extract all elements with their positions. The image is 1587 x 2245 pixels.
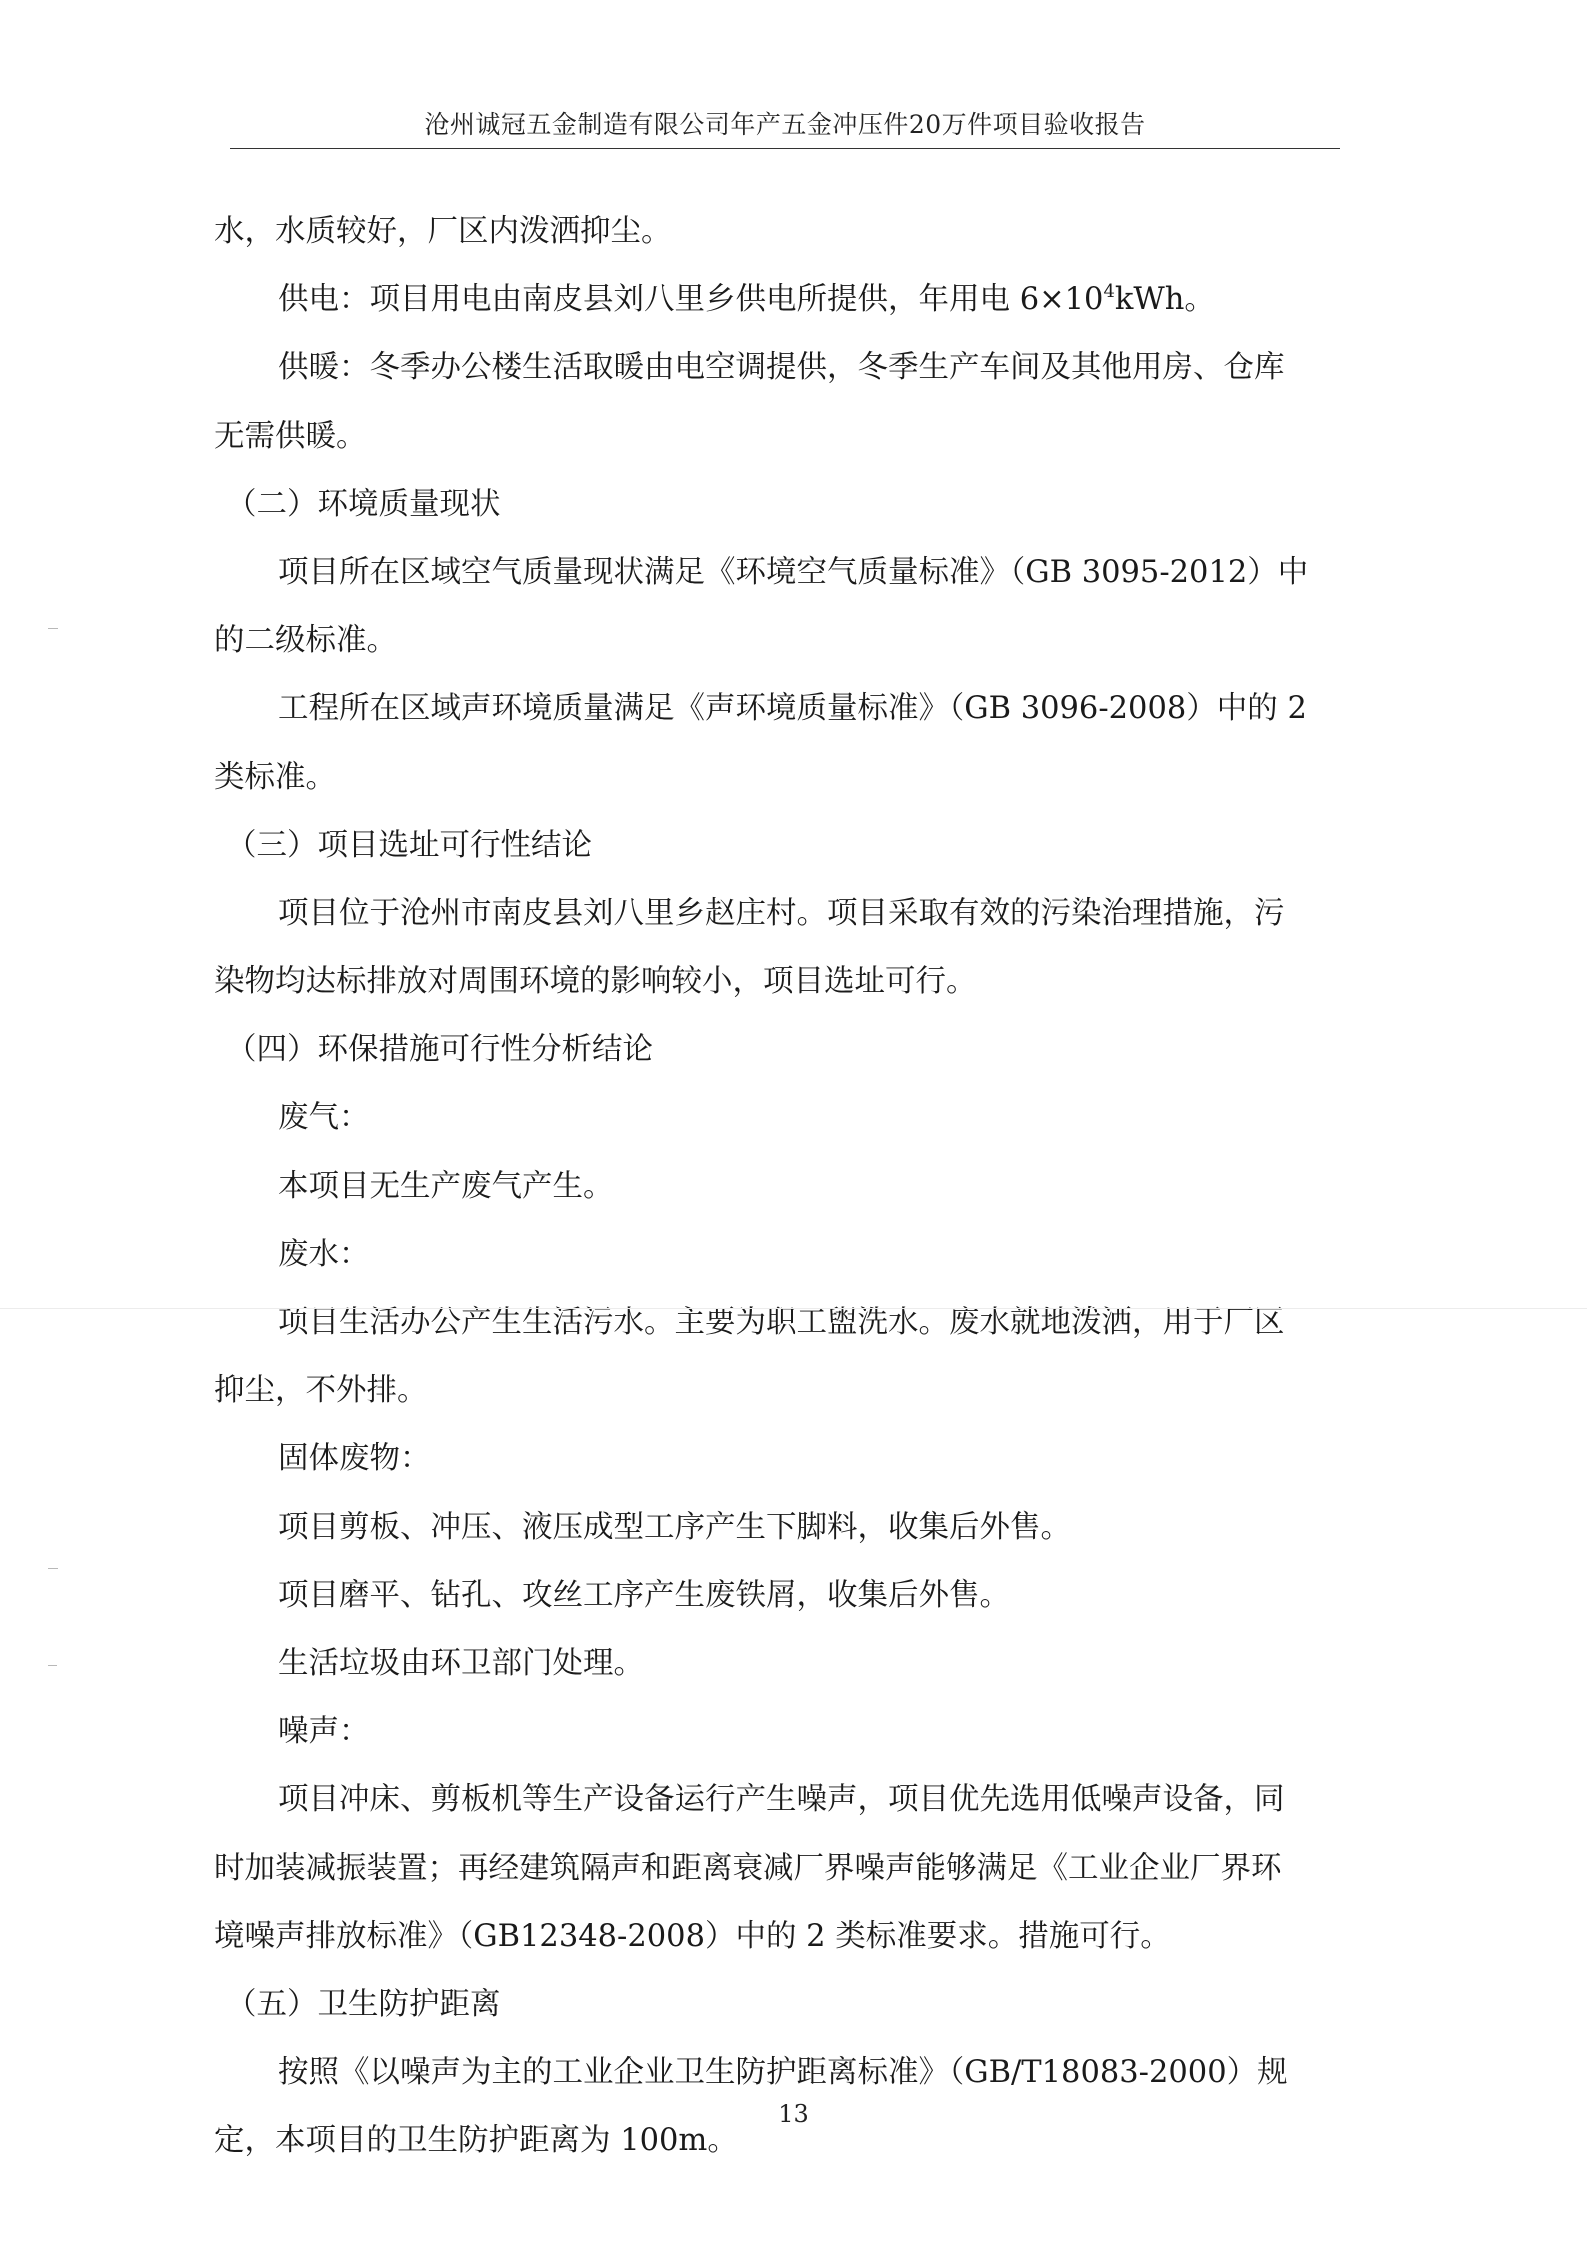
paragraph-line: 时加装减振装置；再经建筑隔声和距离衰减厂界噪声能够满足《工业企业厂界环: [214, 1850, 1282, 1886]
paragraph-line: 生活垃圾由环卫部门处理。: [278, 1645, 644, 1681]
paragraph-line: 项目冲床、剪板机等生产设备运行产生噪声，项目优先选用低噪声设备，同: [278, 1782, 1285, 1818]
scan-mark: [48, 628, 58, 629]
page-number: 13: [778, 2100, 809, 2128]
paragraph-line: 项目生活办公产生生活污水。主要为职工盥洗水。废水就地泼洒，用于厂区: [278, 1305, 1285, 1340]
section-heading: （三）项目选址可行性结论: [226, 827, 592, 863]
paragraph-line: 的二级标准。: [214, 623, 397, 659]
section-heading: （四）环保措施可行性分析结论: [226, 1032, 653, 1068]
subheading: 固体废物：: [278, 1441, 431, 1477]
paragraph-line: 工程所在区域声环境质量满足《声环境质量标准》（GB 3096-2008）中的 2: [278, 691, 1307, 727]
paragraph-line: 项目剪板、冲压、液压成型工序产生下脚料，收集后外售。: [278, 1509, 1071, 1545]
subheading: 废气：: [278, 1100, 370, 1136]
paragraph-line: 项目所在区域空气质量现状满足《环境空气质量标准》（GB 3095-2012）中: [278, 554, 1309, 590]
paragraph-line: 项目位于沧州市南皮县刘八里乡赵庄村。项目采取有效的污染治理措施，污: [278, 895, 1285, 931]
running-header: 沧州诚冠五金制造有限公司年产五金冲压件20万件项目验收报告: [424, 110, 1146, 139]
power-exponent: 4: [1103, 281, 1115, 303]
paragraph-line: 染物均达标排放对周围环境的影响较小，项目选址可行。: [214, 964, 977, 1000]
paragraph-line: 按照《以噪声为主的工业企业卫生防护距离标准》（GB/T18083-2000）规: [278, 2055, 1288, 2091]
paragraph-line: 水，水质较好，厂区内泼洒抑尘。: [214, 214, 672, 249]
scan-mark: [48, 1568, 58, 1569]
paragraph-line: 无需供暖。: [214, 418, 367, 454]
scan-line: [0, 1308, 1587, 1309]
subheading: 废水：: [278, 1236, 370, 1272]
section-heading: （二）环境质量现状: [226, 486, 501, 522]
paragraph-line: 供暖：冬季办公楼生活取暖由电空调提供，冬季生产车间及其他用房、仓库: [278, 350, 1285, 386]
section-heading: （五）卫生防护距离: [226, 1986, 501, 2022]
scan-mark: [48, 1665, 57, 1666]
paragraph-line: 抑尘，不外排。: [214, 1373, 428, 1409]
paragraph-line: 本项目无生产废气产生。: [278, 1168, 614, 1204]
document-body: [214, 198, 1334, 2175]
paragraph-line: 定，本项目的卫生防护距离为 100m。: [214, 2123, 738, 2159]
header-rule: [230, 148, 1340, 149]
paragraph-line: 项目磨平、钻孔、攻丝工序产生废铁屑，收集后外售。: [278, 1577, 1010, 1613]
paragraph-line-power: [214, 266, 1334, 334]
power-text: 供电：项目用电由南皮县刘八里乡供电所提供，年用电 6×10: [278, 282, 1104, 318]
power-unit: kWh。: [1114, 282, 1215, 318]
subheading: 噪声：: [278, 1714, 370, 1750]
paragraph-line: 类标准。: [214, 759, 336, 795]
paragraph-line: 境噪声排放标准》（GB12348-2008）中的 2 类标准要求。措施可行。: [214, 1918, 1171, 1954]
